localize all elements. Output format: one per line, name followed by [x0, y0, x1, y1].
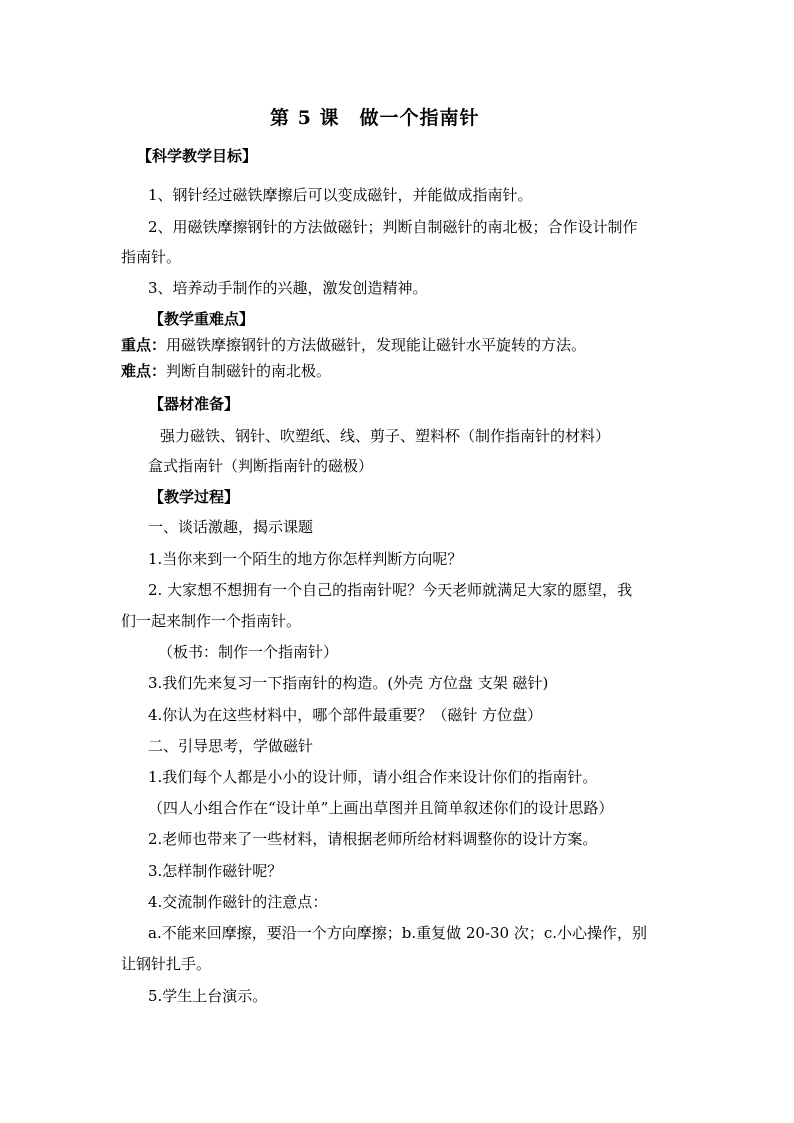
process-line: a.不能来回摩擦，要沿一个方向摩擦；b.重复做 20-30 次；c.小心操作，别	[148, 924, 648, 942]
difficulty-line	[121, 361, 331, 381]
process-line: （四人小组合作在“设计单”上画出草图并且简单叙述你们的设计思路）	[148, 799, 614, 817]
process-line: 1.当你来到一个陌生的地方你怎样判断方向呢？	[148, 550, 463, 568]
process-line: 一、谈话激趣，揭示课题	[148, 518, 314, 536]
process-line: 二、引导思考，学做磁针	[148, 737, 314, 755]
process-line: 2. 大家想不想拥有一个自己的指南针呢？今天老师就满足大家的愿望，我	[148, 581, 633, 599]
focus-text: 用磁铁摩擦钢针的方法做磁针，发现能让磁针水平旋转的方法。	[166, 336, 587, 354]
process-line: 5.学生上台演示。	[148, 987, 268, 1005]
focus-line	[121, 335, 586, 355]
goal-line: 指南针。	[121, 248, 182, 266]
page-title: 第 5 课 做一个指南针	[270, 107, 480, 129]
goal-line: 1、钢针经过磁铁摩擦后可以变成磁针，并能做成指南针。	[148, 186, 533, 204]
materials-line: 强力磁铁、钢针、吹塑纸、线、剪子、塑料杯（制作指南针的材料）	[160, 427, 611, 445]
process-line: （板书：制作一个指南针）	[158, 643, 339, 661]
process-line: 3.我们先来复习一下指南针的构造。(外壳 方位盘 支架 磁针)	[148, 674, 549, 692]
section-heading-key-points: 【教学重难点】	[149, 310, 255, 328]
difficulty-label: 难点：	[121, 362, 167, 380]
process-line: 1.我们每个人都是小小的设计师，请小组合作来设计你们的指南针。	[148, 768, 598, 786]
difficulty-text: 判断自制磁针的南北极。	[166, 362, 332, 380]
process-line: 4.交流制作磁针的注意点：	[148, 893, 328, 911]
process-line: 让钢针扎手。	[121, 955, 212, 973]
goal-line: 3、培养动手制作的兴趣，激发创造精神。	[148, 279, 428, 297]
goal-line: 2、用磁铁摩擦钢针的方法做磁针；判断自制磁针的南北极；合作设计制作	[148, 218, 638, 236]
process-line: 们一起来制作一个指南针。	[121, 612, 302, 630]
section-heading-process: 【教学过程】	[149, 488, 240, 506]
process-line: 4.你认为在这些材料中，哪个部件最重要？（磁针 方位盘）	[148, 706, 543, 724]
materials-line: 盒式指南针（判断指南针的磁极）	[148, 457, 374, 475]
section-heading-goals: 【科学教学目标】	[137, 147, 258, 165]
process-line: 3.怎样制作磁针呢？	[148, 862, 283, 880]
section-heading-materials: 【器材准备】	[149, 395, 240, 413]
process-line: 2.老师也带来了一些材料，请根据老师所给材料调整你的设计方案。	[148, 830, 598, 848]
focus-label: 重点：	[121, 336, 167, 354]
